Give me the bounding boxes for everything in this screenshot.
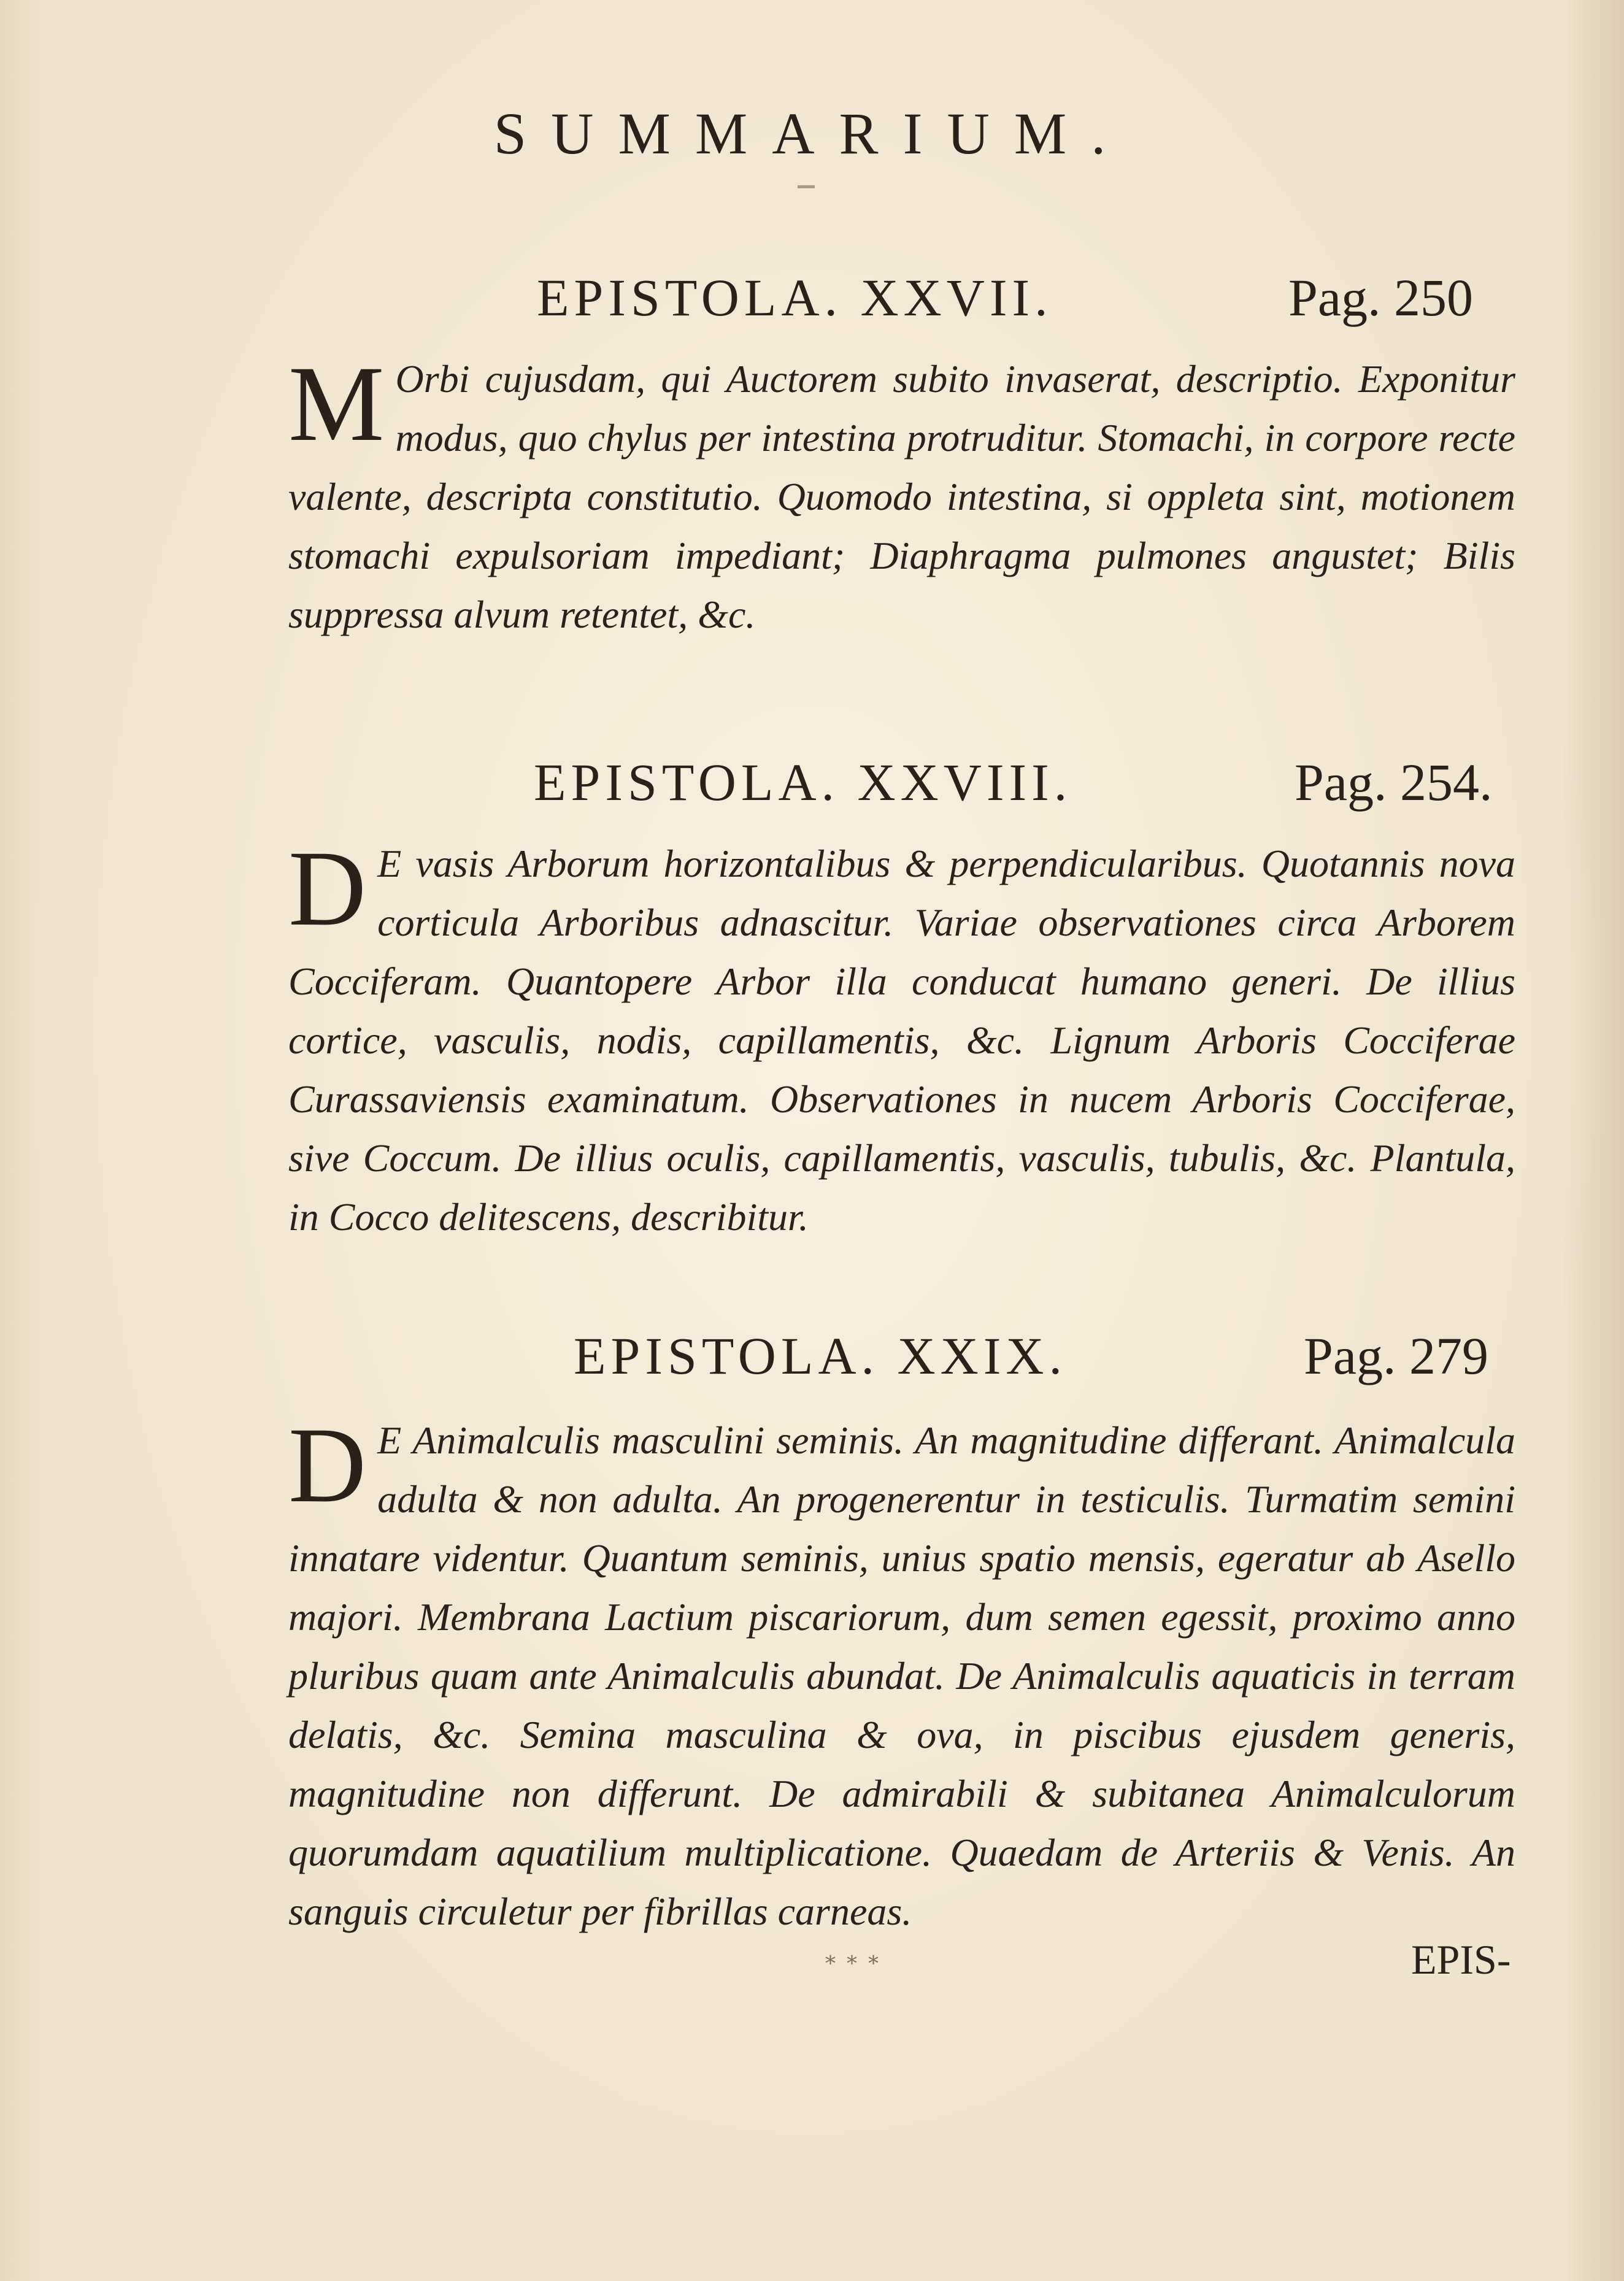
summary-text: Orbi cujusdam, qui Auctorem subito invaserat, descriptio. Exponitur modus, quo chylus per intestina protruditur. Stomachi, in corpore recte valente, descripta constitutio. Quomodo intestina, si oppleta sint, motionem stomachi expulsoriam impediant; Diaphragma pulmones angustet; Bilis suppressa alvum retentet, &c. bbox=[288, 357, 1515, 636]
summary-text: E Animalculis masculini seminis. An magnitudine differant. Animalcula adulta & non adulta. An progenerentur in testiculis. Turmatim semini innatare videntur. Quantum seminis, unius spatio mensis, egeratur ab Asello majori. Membrana Lactium piscariorum, dum semen egessit, proximo anno pluribus quam ante Animalculis abundat. De Animalculis aquaticis in terram delatis, &c. Semina masculina & ova, in piscibus ejusdem generis, magnitudine non differunt. De admirabili & subitanea Animalculorum quorumdam aquatilium multiplicatione. Quaedam de Arteriis & Venis. An sanguis circuletur per fibrillas carneas. bbox=[288, 1418, 1515, 1933]
printer-ornament: ⁎⁎⁎ bbox=[825, 1946, 890, 1969]
summary-text: E vasis Arborum horizontalibus & perpendicularibus. Quotannis nova corticula Arboribus adnascitur. Variae observationes circa Arborem Cocciferam. Quantopere Arbor illa conducat humano generi. De illius cortice, vasculis, nodis, capillamentis, &c. Lignum Arboris Cocciferae Curassaviensis examinatum. Observationes in nucem Arboris Cocciferae, sive Coccum. De illius oculis, capillamentis, vasculis, tubulis, &c. Plantula, in Cocco delitescens, describitur. bbox=[288, 842, 1515, 1239]
epistola-label: EPISTOLA. XXVIII. bbox=[534, 753, 1072, 812]
drop-cap: D bbox=[288, 829, 367, 948]
drop-cap: M bbox=[288, 344, 385, 464]
epistola-label: EPISTOLA. XXIX. bbox=[574, 1326, 1068, 1385]
epistola-heading bbox=[0, 748, 1624, 816]
title-ornament-dash bbox=[798, 185, 815, 188]
epistola-heading bbox=[0, 264, 1624, 331]
drop-cap: D bbox=[288, 1406, 367, 1525]
page-reference: Pag. 250 bbox=[1288, 268, 1473, 327]
page-title: SUMMARIUM. bbox=[493, 101, 1131, 166]
epistola-summary bbox=[288, 829, 1515, 1247]
catchword: EPIS- bbox=[1411, 1936, 1511, 1983]
page-reference: Pag. 279 bbox=[1304, 1326, 1488, 1385]
page-reference: Pag. 254. bbox=[1295, 753, 1493, 812]
epistola-heading bbox=[0, 1322, 1624, 1390]
epistola-summary bbox=[288, 1406, 1515, 1941]
epistola-summary bbox=[288, 344, 1515, 644]
epistola-label: EPISTOLA. XXVII. bbox=[537, 268, 1053, 327]
